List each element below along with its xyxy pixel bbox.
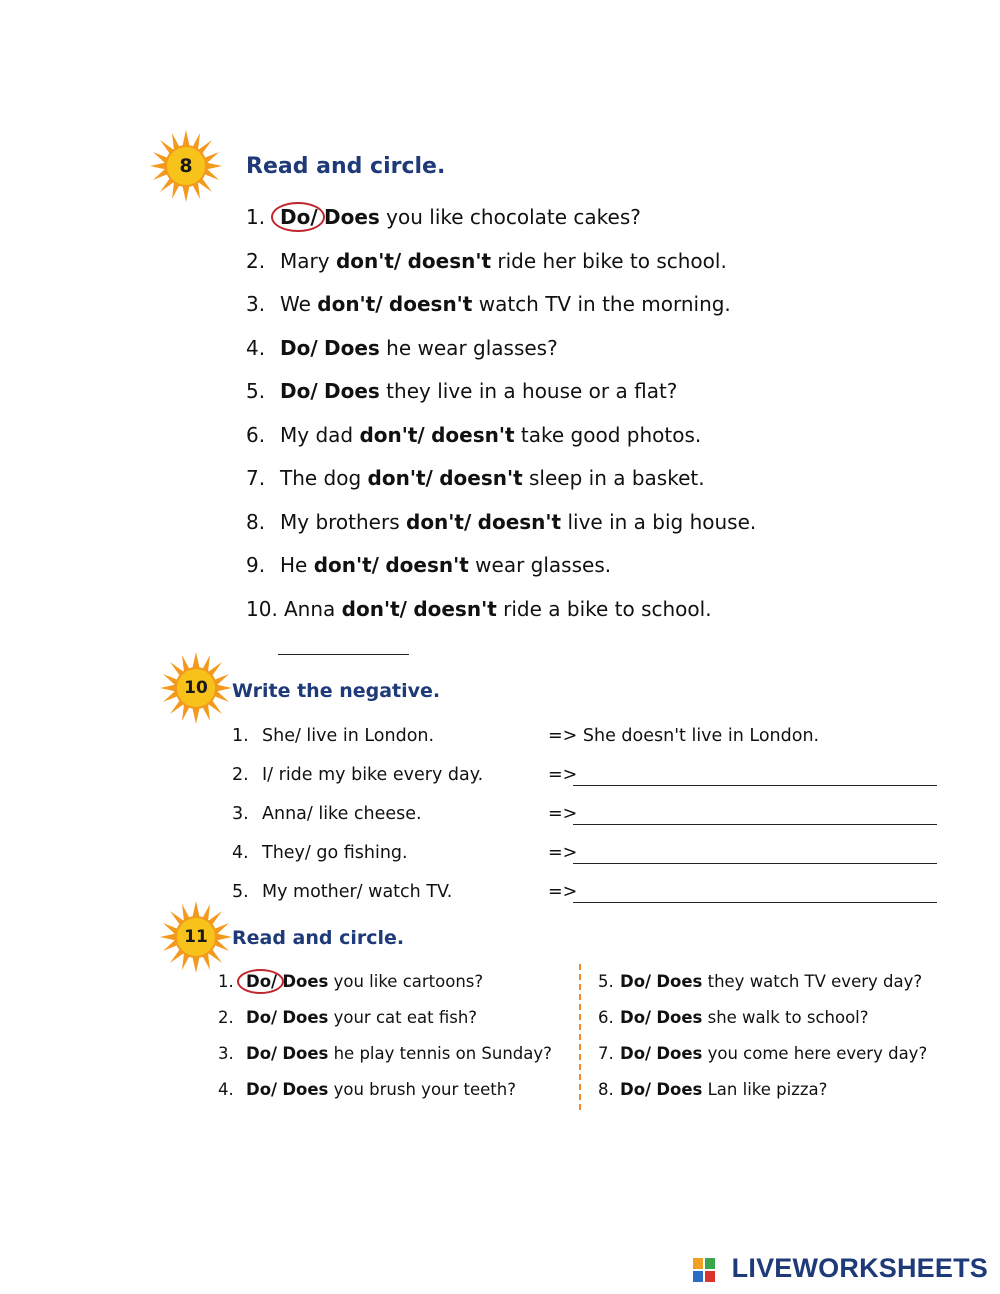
prompt-text: I/ ride my bike every day. (262, 765, 484, 785)
list-item (246, 423, 701, 447)
option[interactable]: doesn't (439, 466, 523, 490)
sentence-text: Lan like pizza? (702, 1080, 828, 1099)
sentence-text: you like chocolate cakes? (379, 205, 641, 229)
item-number: 2. (232, 765, 249, 785)
sentence-text: ride her bike to school. (491, 249, 727, 273)
option[interactable]: doesn't (388, 292, 473, 316)
item-number: 1. (246, 205, 266, 229)
answer-blank[interactable] (573, 766, 937, 786)
option[interactable]: Do/ (620, 1080, 652, 1099)
list-item (218, 1044, 552, 1063)
option[interactable]: Does (324, 379, 380, 403)
list-item (232, 882, 452, 902)
sentence-text: He (280, 553, 314, 577)
item-number: 4. (218, 1080, 234, 1099)
arrow: => (548, 843, 578, 863)
answer-blank[interactable] (573, 805, 937, 825)
answer-blank[interactable] (573, 844, 937, 864)
list-item (246, 553, 611, 577)
item-number: 5. (232, 882, 249, 902)
sentence-text: The dog (280, 466, 368, 490)
item-number: 3. (246, 292, 266, 316)
list-item (246, 336, 558, 360)
list-item (232, 843, 408, 863)
column-divider (579, 964, 581, 1110)
exercise-8-title: Read and circle. (246, 154, 446, 179)
option[interactable]: Does (282, 1008, 329, 1027)
sentence-text: ride a bike to school. (496, 597, 712, 621)
option[interactable]: doesn't (431, 423, 515, 447)
example-answer: She doesn't live in London. (582, 726, 820, 746)
sentence-text: they watch TV every day? (702, 972, 923, 991)
option[interactable]: Does (656, 1008, 703, 1027)
exercise-10-title: Write the negative. (232, 680, 441, 702)
sentence-text: he wear glasses? (379, 336, 558, 360)
option[interactable]: Does (656, 1080, 703, 1099)
sentence-text: Anna (284, 597, 342, 621)
sentence-text: she walk to school? (702, 1008, 869, 1027)
list-item (246, 249, 727, 273)
item-number: 10. (246, 597, 278, 621)
exercise-11-title: Read and circle. (232, 927, 405, 949)
option[interactable]: Does (324, 336, 380, 360)
option[interactable]: doesn't (407, 249, 492, 273)
divider-line (278, 654, 409, 655)
option[interactable]: Do/ (620, 1008, 652, 1027)
option[interactable]: don't/ (367, 466, 433, 490)
list-item (598, 1080, 827, 1099)
item-number: 2. (246, 249, 266, 273)
option[interactable]: Does (282, 1044, 329, 1063)
list-item (246, 379, 677, 403)
option[interactable]: don't/ (406, 510, 472, 534)
answer (548, 726, 819, 746)
sentence-text: sleep in a basket. (522, 466, 705, 490)
list-item (246, 466, 705, 490)
list-item (598, 1008, 869, 1027)
option[interactable]: Does (282, 972, 329, 991)
item-number: 9. (246, 553, 266, 577)
sentence-text: they live in a house or a flat? (379, 379, 678, 403)
prompt-text: My mother/ watch TV. (262, 882, 453, 902)
sentence-text: you brush your teeth? (328, 1080, 516, 1099)
list-item (246, 597, 712, 621)
option[interactable]: Do/ (280, 379, 318, 403)
list-item (232, 726, 434, 746)
list-item (232, 765, 483, 785)
arrow: => (548, 765, 578, 785)
list-item (218, 972, 483, 991)
option[interactable]: Does (656, 972, 703, 991)
list-item (246, 292, 731, 316)
exercise-number: 11 (184, 927, 208, 947)
answer-blank[interactable] (573, 883, 937, 903)
sentence-text: Mary (280, 249, 336, 273)
sentence-text: My dad (280, 423, 360, 447)
circled-option[interactable]: Do/ (246, 972, 278, 991)
option[interactable]: Do/ (280, 336, 318, 360)
list-item (232, 804, 422, 824)
arrow: => (548, 882, 578, 902)
list-item (598, 972, 922, 991)
prompt-text: They/ go fishing. (262, 843, 408, 863)
liveworksheets-logo: LIVEWORKSHEETS (731, 1253, 988, 1283)
option[interactable]: doesn't (413, 597, 497, 621)
option[interactable]: Does (656, 1044, 703, 1063)
sentence-text: take good photos. (514, 423, 702, 447)
sentence-text: live in a big house. (561, 510, 757, 534)
item-number: 1. (232, 726, 249, 746)
item-number: 3. (232, 804, 249, 824)
option[interactable]: Do/ (246, 1080, 278, 1099)
option[interactable]: Does (282, 1080, 329, 1099)
option[interactable]: Does (324, 205, 380, 229)
option[interactable]: don't/ (317, 292, 383, 316)
item-number: 3. (218, 1044, 234, 1063)
option[interactable]: Do/ (246, 1044, 278, 1063)
option[interactable]: don't/ (313, 553, 379, 577)
item-number: 7. (246, 466, 266, 490)
exercise-number: 10 (184, 678, 208, 698)
option[interactable]: Do/ (620, 972, 652, 991)
arrow: => (548, 726, 578, 746)
item-number: 8. (598, 1080, 614, 1099)
option[interactable]: doesn't (385, 553, 469, 577)
option[interactable]: don't/ (341, 597, 407, 621)
option[interactable]: Do/ (246, 1008, 278, 1027)
prompt-text: Anna/ like cheese. (262, 804, 422, 824)
exercise-10-badge (158, 650, 234, 726)
sentence-text: We (280, 292, 318, 316)
sentence-text: watch TV in the morning. (472, 292, 731, 316)
option[interactable]: don't/ (335, 249, 402, 273)
list-item (246, 510, 756, 534)
option[interactable]: don't/ (359, 423, 425, 447)
sentence-text: wear glasses. (468, 553, 612, 577)
sentence-text: you come here every day? (702, 1044, 928, 1063)
item-number: 8. (246, 510, 266, 534)
exercise-number: 8 (179, 155, 193, 177)
item-number: 4. (246, 336, 266, 360)
item-number: 2. (218, 1008, 234, 1027)
liveworksheets-logo-icon (693, 1258, 715, 1282)
item-number: 4. (232, 843, 249, 863)
sentence-text: you like cartoons? (328, 972, 484, 991)
exercise-11-badge (158, 899, 234, 975)
item-number: 1. (218, 972, 234, 991)
item-number: 7. (598, 1044, 614, 1063)
item-number: 6. (598, 1008, 614, 1027)
option[interactable]: Do/ (620, 1044, 652, 1063)
item-number: 5. (598, 972, 614, 991)
list-item (218, 1008, 477, 1027)
option[interactable]: doesn't (477, 510, 562, 534)
prompt-text: She/ live in London. (262, 726, 435, 746)
list-item (598, 1044, 927, 1063)
item-number: 5. (246, 379, 266, 403)
arrow: => (548, 804, 578, 824)
list-item (246, 205, 641, 229)
item-number: 6. (246, 423, 266, 447)
sentence-text: your cat eat fish? (328, 1008, 478, 1027)
exercise-8-badge (148, 128, 224, 204)
list-item (218, 1080, 516, 1099)
sentence-text: My brothers (280, 510, 406, 534)
circled-option[interactable]: Do/ (280, 205, 318, 229)
sentence-text: he play tennis on Sunday? (328, 1044, 552, 1063)
